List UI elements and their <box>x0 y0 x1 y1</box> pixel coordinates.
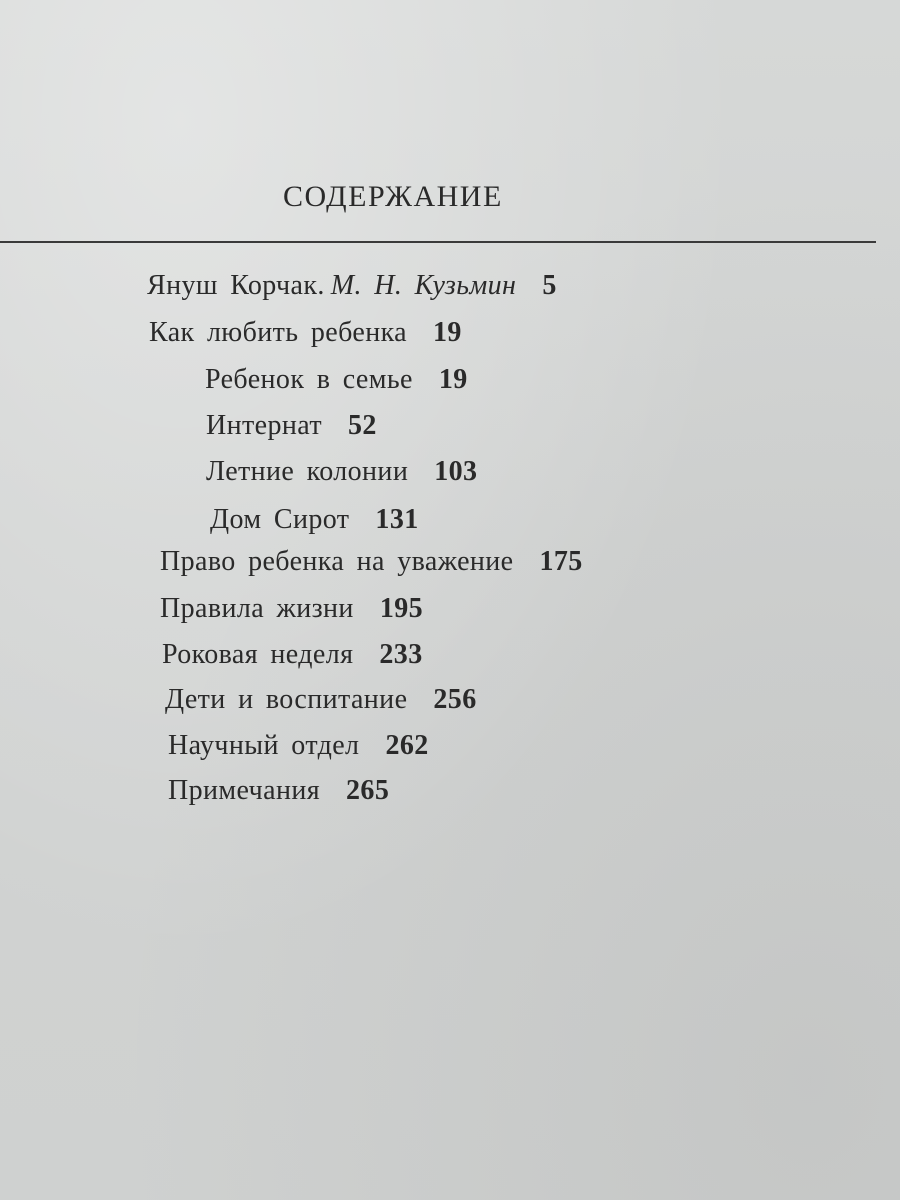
page-number: 131 <box>375 504 419 535</box>
entry-title: Как любить ребенка <box>149 317 407 348</box>
entry-author: М. Н. Кузьмин <box>330 270 517 301</box>
page-number: 233 <box>379 639 423 670</box>
toc-entry-family <box>205 364 468 396</box>
page-number: 195 <box>379 593 424 624</box>
toc-entry-summer-colonies <box>206 456 477 488</box>
toc-entry-intro <box>147 270 557 302</box>
page-number: 19 <box>438 364 468 395</box>
toc-entry-orphanage <box>210 504 419 536</box>
toc-entry-notes <box>168 775 389 807</box>
page-number: 52 <box>348 410 377 441</box>
entry-title: Право ребенка на уважение <box>160 546 514 577</box>
title-divider <box>0 241 876 243</box>
page-number: 175 <box>539 546 583 577</box>
toc-entry-child-rights <box>160 546 583 578</box>
toc-entry-scientific-dept <box>168 730 429 762</box>
toc-entry-children-education <box>165 684 477 716</box>
entry-title: Примечания <box>168 775 321 806</box>
entry-title: Правила жизни <box>160 593 354 624</box>
entry-title: Научный отдел <box>168 730 360 761</box>
page-title: СОДЕРЖАНИЕ <box>283 180 503 213</box>
entry-title: Януш Корчак. <box>147 270 325 301</box>
page-number: 256 <box>433 684 477 715</box>
entry-title: Интернат <box>206 410 322 441</box>
entry-title: Роковая неделя <box>162 639 354 670</box>
toc-entry-fateful-week <box>162 639 423 671</box>
entry-title: Дети и воспитание <box>165 684 408 715</box>
toc-entry-boarding-school <box>206 410 377 442</box>
page-number: 19 <box>433 317 462 348</box>
page-number: 5 <box>542 270 557 301</box>
entry-title: Ребенок в семье <box>205 364 413 395</box>
page-number: 262 <box>385 730 429 761</box>
page-number: 103 <box>434 456 478 487</box>
entry-title: Дом Сирот <box>210 504 350 535</box>
page-number: 265 <box>346 775 390 806</box>
entry-title: Летние колонии <box>206 456 409 487</box>
toc-entry-how-to-love <box>149 317 462 349</box>
toc-entry-rules-of-life <box>160 593 423 625</box>
